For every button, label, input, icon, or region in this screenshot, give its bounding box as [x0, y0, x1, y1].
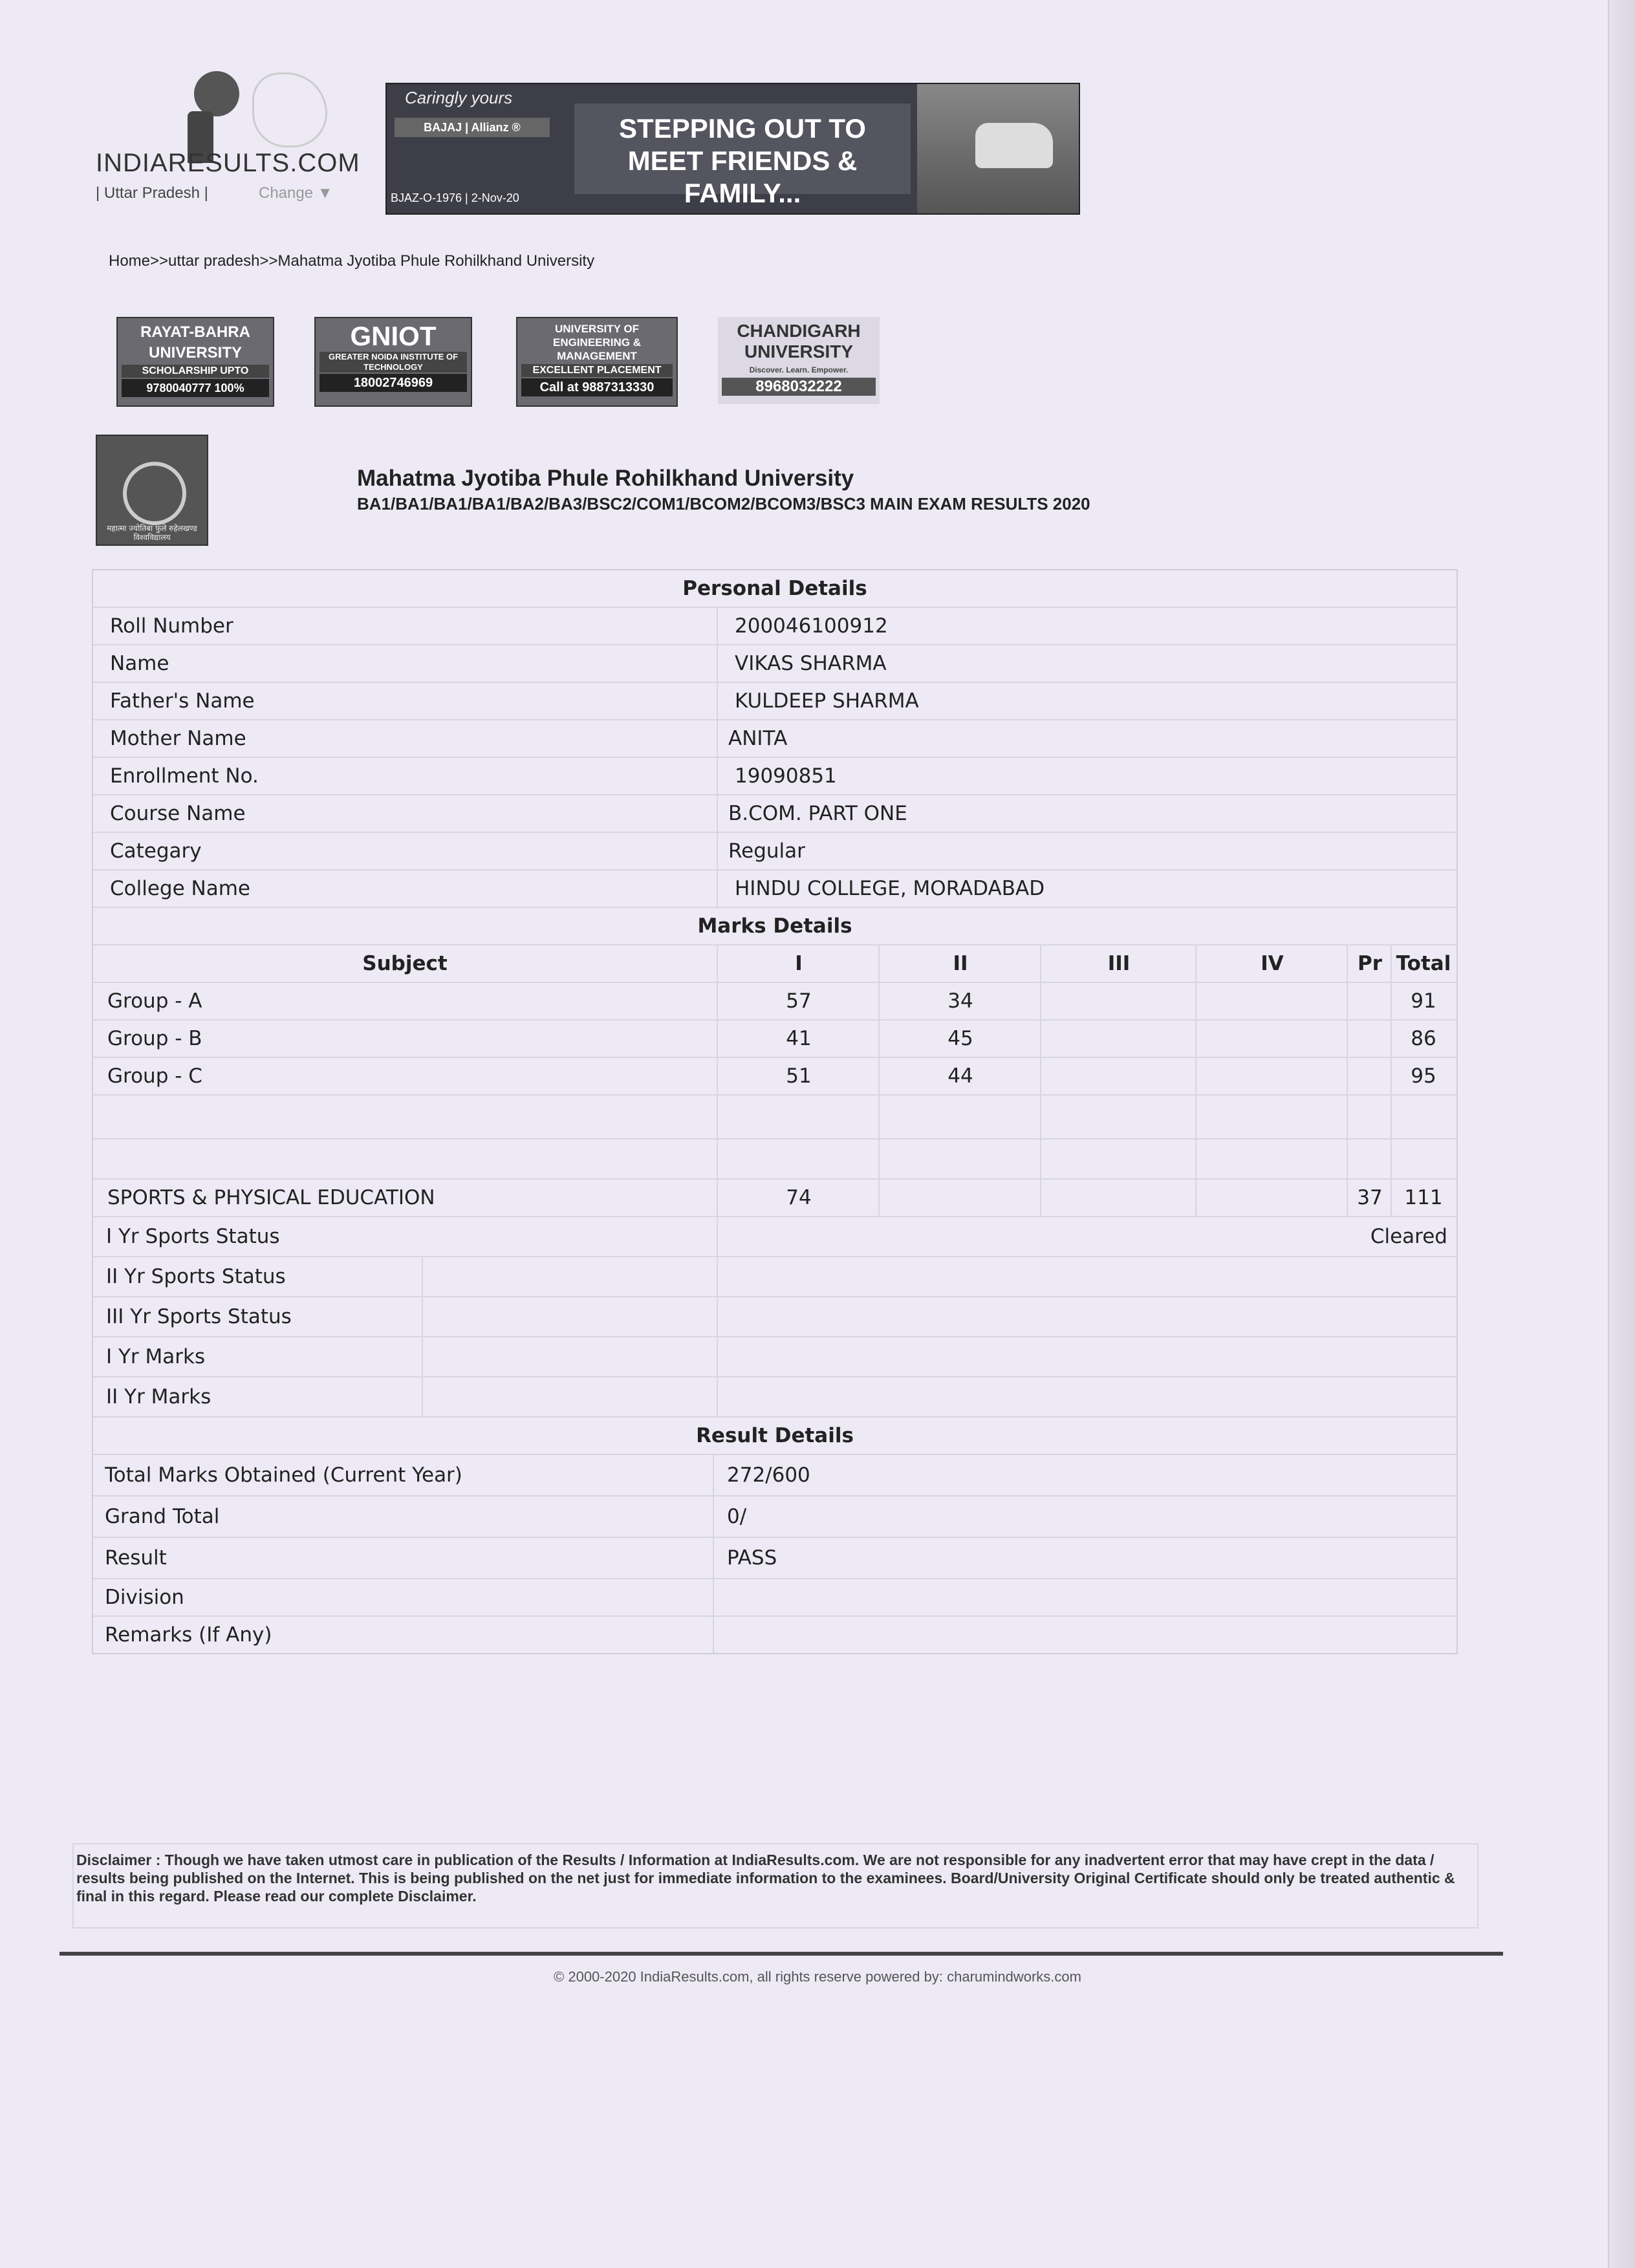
mark-cell: [1195, 1139, 1348, 1178]
result-value: 0/: [713, 1496, 1468, 1537]
sports-row: [93, 1297, 1456, 1337]
row-value: B.COM. PART ONE: [717, 795, 1466, 832]
sports-label: I Yr Sports Status: [106, 1225, 280, 1248]
table-row: [93, 758, 1456, 795]
sports-value: [717, 1377, 1454, 1416]
result-label: Remarks (If Any): [105, 1623, 272, 1647]
ad-line: Discover. Learn. Empower.: [749, 365, 849, 374]
mark-iv: [1195, 1021, 1348, 1057]
marks-row: [93, 1021, 1456, 1058]
seal-emblem-icon: [123, 462, 186, 525]
ad-phone: 18002746969: [319, 374, 467, 392]
mark-iii: [1040, 1021, 1196, 1057]
disclaimer-text: Disclaimer : Though we have taken utmost care in publication of the Results / Information at IndiaResults.com. We are not responsible for any inadvertent error that may have crept in the data / results being published on the Internet. This is being published on the net just for immediate information to the examinees. Board/University Original Certificate should only be treated authentic & final in this regard. Please read our complete Disclaimer.: [76, 1852, 1455, 1905]
row-label: Enrollment No.: [110, 764, 259, 788]
state-label: | Uttar Pradesh |: [96, 184, 208, 202]
mark-cell: [878, 1139, 1041, 1178]
row-value: Regular: [717, 833, 1466, 869]
row-value: HINDU COLLEGE, MORADABAD: [717, 870, 1472, 907]
mark-i: 51: [717, 1058, 880, 1094]
banner-headline: STEPPING OUT TO MEET FRIENDS & FAMILY...: [619, 113, 866, 208]
mark-ii: 45: [878, 1021, 1041, 1057]
site-logo[interactable]: [91, 71, 360, 213]
row-label: Course Name: [110, 802, 246, 825]
result-value: 272/600: [713, 1455, 1468, 1495]
ad-uem[interactable]: [516, 317, 678, 407]
mark-ii: [878, 1180, 1041, 1216]
ad-line: EXCELLENT PLACEMENT: [521, 364, 673, 377]
exam-title: BA1/BA1/BA1/BA1/BA2/BA3/BSC2/COM1/BCOM2/BCOM3/BSC3 MAIN EXAM RESULTS 2020: [357, 494, 1090, 513]
sports-row: [93, 1337, 1456, 1377]
col-ii: II: [878, 945, 1041, 982]
row-label: Mother Name: [110, 727, 246, 750]
ad-gniot[interactable]: [314, 317, 472, 407]
mark-ii: 34: [878, 983, 1041, 1019]
ad-line: GREATER NOIDA INSTITUTE OF TECHNOLOGY: [319, 352, 467, 373]
table-row: [93, 608, 1456, 645]
marks-row: [93, 1058, 1456, 1096]
mark-total: 86: [1391, 1021, 1455, 1057]
sports-spacer: [422, 1297, 718, 1336]
change-state-link[interactable]: Change ▼: [259, 184, 333, 202]
mark-cell: [1195, 1096, 1348, 1138]
mark-cell: [1347, 1096, 1392, 1138]
row-value: ANITA: [717, 720, 1466, 757]
subject-name: Group - B: [107, 1027, 202, 1050]
result-value: [713, 1617, 1468, 1653]
logo-head-icon: [194, 71, 239, 116]
mark-cell: [717, 1139, 880, 1178]
mark-cell: [1391, 1139, 1455, 1178]
row-label: College Name: [110, 877, 250, 900]
mark-pr: [1347, 983, 1392, 1019]
row-label: Father's Name: [110, 689, 255, 713]
marks-row-empty: [93, 1139, 1456, 1180]
mark-iii: [1040, 1058, 1196, 1094]
sports-spacer: [422, 1337, 718, 1376]
breadcrumb[interactable]: Home>>uttar pradesh>>Mahatma Jyotiba Phule Rohilkhand University: [109, 252, 595, 270]
copyright: © 2000-2020 IndiaResults.com, all rights reserve powered by: charumindworks.com: [554, 1969, 1081, 1985]
mark-total: 91: [1391, 983, 1455, 1019]
result-details-heading: Result Details: [93, 1418, 1456, 1455]
col-iii: III: [1040, 945, 1196, 982]
ad-phone: 9780040777 100%: [122, 379, 269, 397]
sports-label: II Yr Sports Status: [106, 1265, 286, 1288]
sports-value: [717, 1297, 1454, 1336]
result-row: [93, 1538, 1456, 1579]
mark-total: 95: [1391, 1058, 1455, 1094]
ad-line: SCHOLARSHIP UPTO: [122, 365, 269, 378]
table-row: [93, 720, 1456, 758]
mark-ii: 44: [878, 1058, 1041, 1094]
col-subject: Subject: [362, 952, 448, 975]
mark-pr: 37: [1347, 1180, 1392, 1216]
site-name: INDIARESULTS.COM: [96, 149, 360, 177]
row-value: KULDEEP SHARMA: [717, 683, 1472, 719]
mark-iii: [1040, 983, 1196, 1019]
sports-row: [93, 1217, 1456, 1257]
mark-cell: [1040, 1139, 1196, 1178]
mark-cell: [1391, 1096, 1455, 1138]
row-label: Name: [110, 652, 169, 675]
result-label: Division: [105, 1586, 184, 1609]
row-value: 19090851: [717, 758, 1472, 794]
result-label: Grand Total: [105, 1505, 220, 1528]
ad-phone: 8968032222: [722, 378, 876, 396]
mark-cell: [717, 1096, 880, 1138]
subject-name: SPORTS & PHYSICAL EDUCATION: [107, 1186, 435, 1209]
marks-row-empty: [93, 1096, 1456, 1139]
ad-rayat-bahra[interactable]: [116, 317, 274, 407]
col-pr: Pr: [1347, 945, 1392, 982]
mark-i: 74: [717, 1180, 880, 1216]
banner-ad[interactable]: [385, 83, 1080, 215]
mark-i: 57: [717, 983, 880, 1019]
university-title: Mahatma Jyotiba Phule Rohilkhand University: [357, 466, 854, 491]
subject-name: Group - C: [107, 1064, 202, 1088]
table-row: [93, 870, 1456, 908]
col-total: Total: [1391, 945, 1455, 982]
table-row: [93, 795, 1456, 833]
mark-pr: [1347, 1021, 1392, 1057]
ad-chandigarh-university[interactable]: [718, 317, 880, 404]
sports-label: I Yr Marks: [106, 1345, 206, 1368]
result-label: Total Marks Obtained (Current Year): [105, 1463, 462, 1487]
mark-total: 111: [1391, 1180, 1455, 1216]
marks-row: [93, 983, 1456, 1021]
row-value: 200046100912: [717, 608, 1472, 644]
table-row: [93, 683, 1456, 720]
paper-edge: [1608, 0, 1635, 2268]
sports-spacer: [422, 1257, 718, 1296]
result-table: [92, 569, 1458, 1654]
sports-row: [93, 1377, 1456, 1418]
sports-label: III Yr Sports Status: [106, 1305, 292, 1328]
result-row: [93, 1455, 1456, 1496]
sports-row: [93, 1257, 1456, 1297]
table-row: [93, 645, 1456, 683]
mark-cell: [1347, 1139, 1392, 1178]
mark-pr: [1347, 1058, 1392, 1094]
sports-value: [717, 1337, 1454, 1376]
col-iv: IV: [1195, 945, 1348, 982]
sports-value: Cleared: [717, 1217, 1454, 1256]
banner-scene-image: [917, 84, 1079, 213]
mark-i: 41: [717, 1021, 880, 1057]
ad-title: UNIVERSITY OF ENGINEERING & MANAGEMENT: [552, 323, 642, 362]
personal-details-heading: Personal Details: [93, 570, 1456, 608]
result-label: Result: [105, 1546, 167, 1570]
mark-cell: [1040, 1096, 1196, 1138]
ad-strip: [116, 317, 893, 407]
subject-name: Group - A: [107, 989, 202, 1013]
mark-cell: [878, 1096, 1041, 1138]
mark-iv: [1195, 1180, 1348, 1216]
sports-label: II Yr Marks: [106, 1385, 211, 1409]
mark-iv: [1195, 983, 1348, 1019]
ad-title: GNIOT: [350, 321, 437, 351]
sports-value: [717, 1257, 1454, 1296]
mark-iv: [1195, 1058, 1348, 1094]
result-row: [93, 1579, 1456, 1617]
result-row: [93, 1496, 1456, 1538]
seal-text: महात्मा ज्योतिबा फुले रुहेलखण्ड विश्वविद्यालय: [107, 524, 197, 542]
marks-row: [93, 1180, 1456, 1217]
car-icon: [975, 123, 1053, 168]
result-value: [713, 1579, 1468, 1615]
banner-code: BJAZ-O-1976 | 2-Nov-20: [391, 191, 519, 204]
mark-iii: [1040, 1180, 1196, 1216]
result-row: [93, 1617, 1456, 1653]
ad-phone: Call at 9887313330: [521, 378, 673, 396]
result-value: PASS: [713, 1538, 1468, 1578]
marks-header-row: [93, 945, 1456, 983]
banner-brand: BAJAJ | Allianz ®: [395, 118, 550, 137]
footer-divider: [60, 1952, 1503, 1956]
row-label: Roll Number: [110, 614, 233, 638]
row-value: VIKAS SHARMA: [717, 645, 1472, 682]
state-map-icon: [252, 72, 327, 147]
university-seal: [96, 435, 208, 546]
ad-title: RAYAT-BAHRA UNIVERSITY: [140, 323, 250, 362]
ad-title: CHANDIGARH UNIVERSITY: [737, 321, 861, 362]
row-label: Categary: [110, 839, 202, 863]
table-row: [93, 833, 1456, 870]
banner-tagline: Caringly yours: [405, 88, 513, 107]
sports-spacer: [422, 1377, 718, 1416]
col-i: I: [717, 945, 880, 982]
marks-details-heading: Marks Details: [93, 908, 1456, 945]
